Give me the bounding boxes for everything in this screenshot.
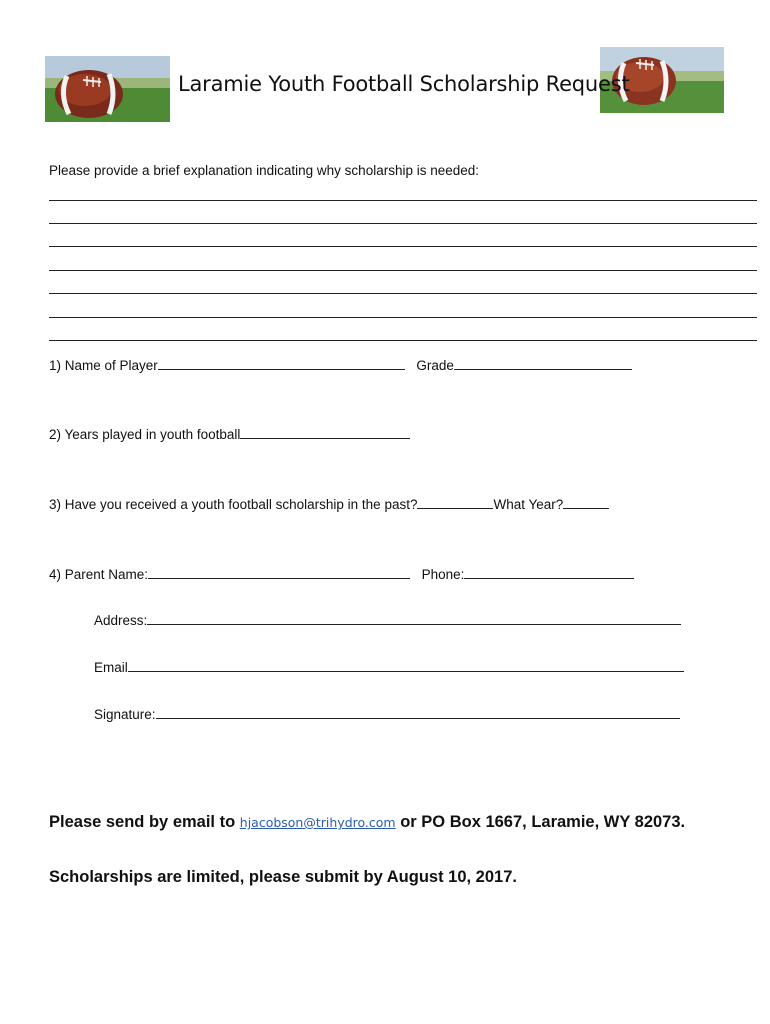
- years-played-field[interactable]: [240, 426, 410, 439]
- what-year-field[interactable]: [563, 496, 609, 509]
- explanation-line[interactable]: [49, 270, 757, 271]
- deadline-notice: Scholarships are limited, please submit by August 10, 2017.: [49, 868, 517, 886]
- phone-field[interactable]: [464, 566, 634, 579]
- past-scholarship-field[interactable]: [417, 496, 493, 509]
- address-row: [94, 612, 681, 628]
- explanation-line[interactable]: [49, 246, 757, 247]
- question-parent-row: [49, 566, 634, 582]
- grade-label: Grade: [416, 358, 454, 373]
- question-years-row: [49, 426, 410, 442]
- email-label: Email: [94, 660, 128, 675]
- explanation-line[interactable]: [49, 223, 757, 224]
- explanation-line[interactable]: [49, 317, 757, 318]
- signature-label: Signature:: [94, 707, 156, 722]
- grade-field[interactable]: [454, 357, 632, 370]
- email-row: [94, 659, 684, 675]
- question-name-row: [49, 357, 632, 373]
- phone-label: Phone:: [421, 567, 465, 582]
- parent-name-field[interactable]: [148, 566, 410, 579]
- years-played-label: 2) Years played in youth football: [49, 427, 241, 442]
- player-name-field[interactable]: [158, 357, 405, 370]
- explanation-line[interactable]: [49, 200, 757, 201]
- email-link[interactable]: hjacobson@trihydro.com: [239, 815, 396, 830]
- explanation-line[interactable]: [49, 293, 757, 294]
- send-prefix: Please send by email to: [49, 813, 236, 831]
- football-icon: [45, 56, 170, 122]
- football-image-left: [45, 56, 170, 122]
- page-title: Laramie Youth Football Scholarship Request: [178, 72, 630, 96]
- signature-field[interactable]: [156, 706, 680, 719]
- what-year-label: What Year?: [493, 497, 564, 512]
- submission-instructions: [49, 813, 685, 832]
- parent-name-label: 4) Parent Name:: [49, 567, 149, 582]
- email-field[interactable]: [128, 659, 684, 672]
- explanation-line[interactable]: [49, 340, 757, 341]
- address-label: Address:: [94, 613, 148, 628]
- explanation-prompt: Please provide a brief explanation indicating why scholarship is needed:: [49, 163, 480, 178]
- address-field[interactable]: [147, 612, 681, 625]
- player-name-label: 1) Name of Player: [49, 358, 158, 373]
- past-scholarship-label: 3) Have you received a youth football scholarship in the past?: [49, 497, 418, 512]
- question-scholarship-row: [49, 496, 609, 512]
- signature-row: [94, 706, 680, 722]
- send-suffix: or PO Box 1667, Laramie, WY 82073.: [400, 813, 686, 831]
